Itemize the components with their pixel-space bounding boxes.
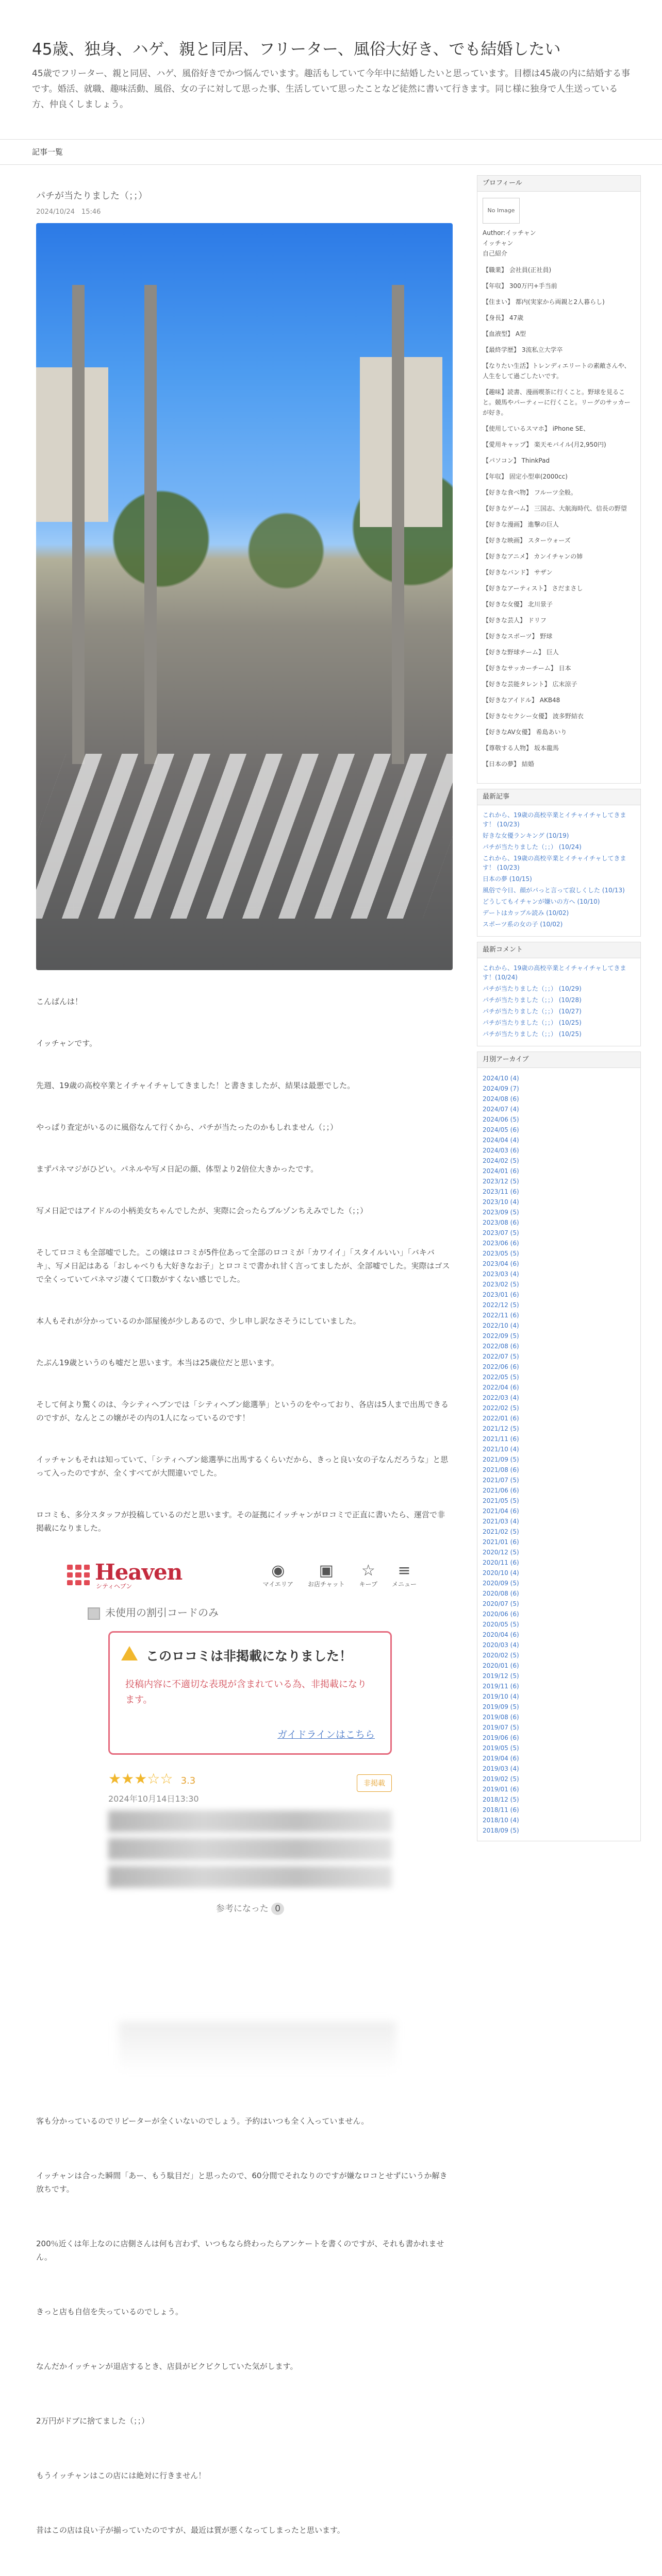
profile-line: 【好きなAV女優】 希島あいり xyxy=(483,728,567,736)
paragraph: イッチャンは合った瞬間「あー、もう駄目だ」と思ったので、60分間でそれなりのですが嫌なロコとせずにいうか解き放ちです。 xyxy=(36,2171,448,2194)
profile-line: 【パソコン】 ThinkPad xyxy=(483,457,550,464)
menu-icon[interactable]: ≡ メニュー xyxy=(391,1562,417,1588)
hidden-badge: 非掲載 xyxy=(357,1774,392,1792)
archive-link[interactable]: 2024/09 (7) xyxy=(483,1085,519,1092)
author-name: イッチャン xyxy=(483,240,514,247)
archive-link[interactable]: 2021/06 (6) xyxy=(483,1487,519,1494)
paragraph: 写メ日記ではアイドルの小柄美女ちゃんでしたが、実際に会ったらブルゾンちえみでした（；；） xyxy=(36,1206,368,1215)
archive-link[interactable]: 2022/08 (6) xyxy=(483,1343,519,1350)
profile-line: 【職業】 会社員(正社員) xyxy=(483,266,552,274)
archive-link[interactable]: 2019/01 (6) xyxy=(483,1786,519,1793)
profile-line: 【好きな食べ物】 フルーツ全般。 xyxy=(483,489,577,496)
heaven-logo-sub: シティヘブン xyxy=(96,1583,133,1590)
main-content xyxy=(21,175,467,2576)
my-area-icon[interactable]: ◉ マイエリア xyxy=(262,1562,293,1588)
street-photo xyxy=(36,223,453,970)
guideline-link[interactable]: ガイドラインはこちら xyxy=(277,1728,375,1740)
archive-link[interactable]: 2024/02 (5) xyxy=(483,1157,519,1164)
archive-link[interactable]: 2020/07 (5) xyxy=(483,1600,519,1607)
post-title[interactable]: パチが当たりました（；；） xyxy=(36,191,147,201)
paragraph: 200％近くは年上なのに店側さんは何も言わず、いつもなら終わったらアンケートを書くのですが、それも書かれません。 xyxy=(36,2239,444,2262)
recent-comments-heading: 最新コメント xyxy=(477,942,641,958)
archive-link[interactable]: 2019/06 (6) xyxy=(483,1734,519,1741)
recent-article-link[interactable]: どうしてもイチャンが嫌いの方へ (10/10) xyxy=(483,898,600,905)
archive-link[interactable]: 2022/11 (6) xyxy=(483,1312,519,1319)
hidden-review-alert xyxy=(108,1631,392,1755)
archive-link[interactable]: 2019/11 (6) xyxy=(483,1683,519,1690)
cityheaven-screenshot xyxy=(36,1553,453,2094)
profile-line: 【最終学歴】 3流私立大学卒 xyxy=(483,346,563,353)
self-intro-label: 自己紹介 xyxy=(483,250,508,257)
author-line: Author:イッチャン xyxy=(483,229,536,236)
comment-link[interactable]: パチが当たりました（；；） (10/29) xyxy=(483,985,582,992)
archive-link[interactable]: 2020/02 (5) xyxy=(483,1652,519,1659)
alert-title: このロコミは非掲載になりました！ xyxy=(146,1648,353,1664)
paragraph: なんだかイッチャンが退店するとき、店員がビクビクしていた気がします。 xyxy=(36,2362,298,2371)
archive-link[interactable]: 2018/10 (4) xyxy=(483,1817,519,1824)
profile-line: 【愛用キャップ】 楽天モバイル(月2,950円) xyxy=(483,441,606,448)
profile-line: 【好きなバンド】 サザン xyxy=(483,569,553,576)
archive-link[interactable]: 2021/01 (6) xyxy=(483,1538,519,1546)
archive-link[interactable]: 2021/08 (6) xyxy=(483,1466,519,1473)
profile-line: 【趣味】読書、漫画喫茶に行くこと。野球を見ること。競馬やパーティーに行くこと。リーグのサッカーが好き。 xyxy=(483,388,631,416)
recent-article-link[interactable]: 風俗で今日、顔がパっと言って寂しくした (10/13) xyxy=(483,887,625,894)
recent-article-link[interactable]: スポーツ系の女の子 (10/02) xyxy=(483,921,563,928)
archive-link[interactable]: 2019/03 (4) xyxy=(483,1765,519,1772)
archive-link[interactable]: 2022/10 (4) xyxy=(483,1322,519,1329)
warning-icon xyxy=(121,1646,138,1660)
profile-line: 【なりたい生活】トレンディエリートの素敵さんや、人生をして過ごしたいです。 xyxy=(483,362,631,380)
site-description: 45歳でフリーター、親と同居、ハゲ、風俗好きでかつ悩んでいます。趣活もしていて今年中に結婚したいと思っています。目標は45歳の内に結婚する事です。婚活、就職、趣味活動、風俗、女の子に対して思った事、生活していて思ったことなど徒然に書いて行きます。同じ様に独身で人生送っている方、仲良くしましょう。 xyxy=(32,69,630,110)
helpful-button[interactable]: 参考になった 0 xyxy=(108,1901,392,1914)
recent-articles-heading: 最新記事 xyxy=(477,789,641,805)
grid-menu-icon[interactable] xyxy=(67,1565,90,1585)
archive-link[interactable]: 2020/09 (5) xyxy=(483,1580,519,1587)
archive-link[interactable]: 2022/02 (5) xyxy=(483,1404,519,1412)
paragraph: 本人もそれが分かっているのか部屋後が少しあるので、少し申し訳なさそうにしていました。 xyxy=(36,1316,361,1326)
rating-stars: ★★★☆☆ xyxy=(108,1770,173,1787)
archive-link[interactable]: 2021/11 (6) xyxy=(483,1435,519,1443)
profile-line: 【好きなスポーツ】 野球 xyxy=(483,633,553,640)
paragraph: まずパネマジがひどい。パネルや写メ日記の顔、体型より2倍位大きかったです。 xyxy=(36,1164,319,1174)
crosswalk xyxy=(36,754,453,919)
blurred-area xyxy=(119,2022,396,2073)
profile-line: 【年収】 300万円+手当前 xyxy=(483,282,557,290)
article-list-link[interactable]: 記事一覧 xyxy=(32,147,63,157)
archive-link[interactable]: 2023/11 (6) xyxy=(483,1188,519,1195)
comment-link[interactable]: パチが当たりました（；；） (10/28) xyxy=(483,996,582,1004)
archive-link[interactable]: 2021/05 (5) xyxy=(483,1497,519,1504)
archive-link[interactable]: 2022/12 (5) xyxy=(483,1301,519,1309)
paragraph: 客も分かっているのでリピーターが全くいないのでしょう。予約はいつも全く入っていません。 xyxy=(36,2116,369,2126)
profile-line: 【好きな女優】 北川景子 xyxy=(483,601,553,608)
archive-link[interactable]: 2022/06 (6) xyxy=(483,1363,519,1370)
blurred-review-text xyxy=(108,1810,392,1832)
archive-link[interactable]: 2022/05 (5) xyxy=(483,1374,519,1381)
archive-link[interactable]: 2023/07 (5) xyxy=(483,1229,519,1236)
recent-article-link[interactable]: 好きな女優ランキング (10/19) xyxy=(483,832,569,839)
archive-link[interactable]: 2021/10 (4) xyxy=(483,1446,519,1453)
paragraph: そしてロコミも全部嘘でした。この嬢はロコミが5件位あって全部のロコミが「カワイイ」「スタイルいい」「バキバキ」、写メ日記はある「おしゃべりも大好きなお子」とロコミで書かれ甘く言ってましたが、全部嘘でした。実際はゴスで全くっていてパネマジ凄くて口数がすくない感じでした。 xyxy=(36,1248,450,1284)
archive-link[interactable]: 2021/07 (5) xyxy=(483,1477,519,1484)
archive-link[interactable]: 2023/09 (5) xyxy=(483,1209,519,1216)
comment-link[interactable]: パチが当たりました（；；） (10/25) xyxy=(483,1030,582,1038)
archive-link[interactable]: 2021/04 (6) xyxy=(483,1507,519,1515)
archive-link[interactable]: 2019/04 (6) xyxy=(483,1755,519,1762)
archive-link[interactable]: 2021/12 (5) xyxy=(483,1425,519,1432)
profile-line: 【好きなアーティスト】 さだまさし xyxy=(483,585,583,592)
archive-link[interactable]: 2019/05 (5) xyxy=(483,1744,519,1752)
archive-link[interactable]: 2020/06 (6) xyxy=(483,1611,519,1618)
unused-discount-checkbox[interactable]: 未使用の割引コードのみ xyxy=(88,1604,453,1620)
archive-link[interactable]: 2024/05 (6) xyxy=(483,1126,519,1133)
paragraph: こんばんは！ xyxy=(36,997,83,1006)
archive-link[interactable]: 2023/05 (5) xyxy=(483,1250,519,1257)
archive-link[interactable]: 2023/03 (4) xyxy=(483,1270,519,1278)
recent-articles-widget xyxy=(477,805,641,937)
cityheaven-icons xyxy=(263,1562,417,1588)
archive-link[interactable]: 2019/10 (4) xyxy=(483,1693,519,1700)
archive-link[interactable]: 2020/01 (6) xyxy=(483,1662,519,1669)
paragraph: きっと店も自信を失っているのでしょう。 xyxy=(36,2307,184,2316)
article-body-continued xyxy=(36,2114,451,2576)
archive-link[interactable]: 2023/01 (6) xyxy=(483,1291,519,1298)
blurred-review-text xyxy=(108,1838,392,1860)
archive-link[interactable]: 2023/06 (6) xyxy=(483,1240,519,1247)
archive-link[interactable]: 2019/08 (6) xyxy=(483,1714,519,1721)
archive-link[interactable]: 2019/02 (5) xyxy=(483,1775,519,1783)
sidebar xyxy=(477,175,641,1841)
profile-line: 【年収】 固定小型車(2000cc) xyxy=(483,473,568,480)
archive-link[interactable]: 2021/03 (4) xyxy=(483,1518,519,1525)
archive-link[interactable]: 2020/03 (4) xyxy=(483,1641,519,1649)
paragraph: 先週、19歳の高校卒業とイチャイチャしてきました！と書きましたが、結果は最悪でした。 xyxy=(36,1081,355,1090)
archive-link[interactable]: 2022/09 (5) xyxy=(483,1332,519,1340)
paragraph: イッチャンです。 xyxy=(36,1039,97,1048)
utility-pole xyxy=(144,285,157,764)
review-date: 2024年10月14日13:30 xyxy=(108,1793,199,1804)
archive-link[interactable]: 2024/07 (4) xyxy=(483,1106,519,1113)
archive-link[interactable]: 2022/03 (4) xyxy=(483,1394,519,1401)
archive-link[interactable]: 2018/09 (5) xyxy=(483,1827,519,1834)
profile-line: 【好きなゲーム】 三国志、大航海時代、信長の野望 xyxy=(483,505,627,512)
archive-link[interactable]: 2023/10 (4) xyxy=(483,1198,519,1206)
profile-line: 【使用しているスマホ】 iPhone SE、 xyxy=(483,425,590,432)
site-title[interactable]: 45歳、独身、ハゲ、親と同居、フリーター、風俗大好き、でも結婚したい xyxy=(32,40,561,59)
recent-article-link[interactable]: 日本の夢 (10/15) xyxy=(483,875,532,883)
archive-link[interactable]: 2021/09 (5) xyxy=(483,1456,519,1463)
archive-link[interactable]: 2024/10 (4) xyxy=(483,1075,519,1082)
paragraph: 昔はこの店は良い子が揃っていたのですが、最近は質が悪くなってしまったと思います。 xyxy=(36,2526,345,2535)
archive-link[interactable]: 2019/12 (5) xyxy=(483,1672,519,1680)
profile-line: 【好きなアイドル】 AKB48 xyxy=(483,697,560,704)
post-date: 2024/10/24 15:46 xyxy=(36,208,101,216)
review-card xyxy=(108,1770,392,1914)
archive-link[interactable]: 2019/07 (5) xyxy=(483,1724,519,1731)
cityheaven-topbar xyxy=(36,1553,453,1597)
profile-line: 【好きな漫画】 進撃の巨人 xyxy=(483,521,559,528)
archive-link[interactable]: 2024/03 (6) xyxy=(483,1147,519,1154)
paragraph: イッチャンもそれは知っていて、「シティヘブン総選挙に出馬するくらいだから、きっと良い女の子なんだろうな」と思って入ったのですが、全くすべてが大間違いでした。 xyxy=(36,1455,449,1478)
site-header xyxy=(0,0,662,139)
profile-line: 【日本の夢】 結婚 xyxy=(483,760,534,768)
archive-link[interactable]: 2020/11 (6) xyxy=(483,1559,519,1566)
profile-line: 【好きな芸人】 ドリフ xyxy=(483,617,547,624)
chat-icon[interactable]: ▣ お店チャット xyxy=(307,1562,345,1588)
star-icon[interactable]: ☆ キープ xyxy=(359,1562,377,1588)
archive-link[interactable]: 2020/08 (6) xyxy=(483,1590,519,1597)
archive-widget xyxy=(477,1068,641,1841)
archive-link[interactable]: 2022/01 (6) xyxy=(483,1415,519,1422)
paragraph: もうイッチャンはこの店には絶対に行きません！ xyxy=(36,2471,206,2480)
heaven-logo[interactable]: Heaven xyxy=(95,1560,183,1585)
profile-line: 【好きな芸能タレント】 広末涼子 xyxy=(483,681,577,688)
profile-heading: プロフィール xyxy=(477,175,641,192)
utility-pole xyxy=(72,285,85,764)
archive-link[interactable]: 2018/12 (5) xyxy=(483,1796,519,1803)
archive-link[interactable]: 2019/09 (5) xyxy=(483,1703,519,1710)
alert-message: 投稿内容に不適切な表現が含まれている為、非掲載になります。 xyxy=(125,1679,367,1705)
top-navigation xyxy=(0,139,662,165)
profile-line: 【血液型】 A型 xyxy=(483,330,526,337)
profile-line: 【好きなセクシー女優】 波多野結衣 xyxy=(483,713,584,720)
comment-link[interactable]: パチが当たりました（；；） (10/25) xyxy=(483,1019,582,1026)
archive-link[interactable]: 2020/05 (5) xyxy=(483,1621,519,1628)
profile-line: 【好きな野球チーム】 巨人 xyxy=(483,649,559,656)
no-image-placeholder: No Image xyxy=(483,198,520,224)
recent-article-link[interactable]: パチが当たりました（；；） (10/24) xyxy=(483,843,582,851)
paragraph: やっぱり査定がいるのに風俗なんて行くから、パチが当たったのかもしれません（；；） xyxy=(36,1123,338,1132)
archive-link[interactable]: 2022/07 (5) xyxy=(483,1353,519,1360)
paragraph: 2万円がドブに捨てました（；；） xyxy=(36,2416,150,2426)
profile-line: 【好きなアニメ】 カンイチャンの姉 xyxy=(483,553,583,560)
profile-line: 【好きな映画】 スターウォーズ xyxy=(483,537,571,544)
comment-link[interactable]: これから、19歳の高校卒業とイチャイチャしてきます！(10/24) xyxy=(483,964,626,981)
archive-link[interactable]: 2024/08 (6) xyxy=(483,1095,519,1103)
archive-link[interactable]: 2024/06 (5) xyxy=(483,1116,519,1123)
archive-link[interactable]: 2023/12 (5) xyxy=(483,1178,519,1185)
comment-link[interactable]: パチが当たりました（；；） (10/27) xyxy=(483,1008,582,1015)
archive-heading: 月別アーカイブ xyxy=(477,1052,641,1068)
article xyxy=(21,175,467,2576)
rating-score: 3.3 xyxy=(180,1775,196,1786)
profile-line: 【好きなサッカーチーム】 日本 xyxy=(483,665,571,672)
blurred-review-text xyxy=(108,1866,392,1888)
archive-link[interactable]: 2024/04 (4) xyxy=(483,1137,519,1144)
paragraph: ロコミも、多分スタッフが投稿しているのだと思います。その証拠にイッチャンがロコミで正直に書いたら、運営で非掲載になりました。 xyxy=(36,1510,445,1533)
archive-link[interactable]: 2021/02 (5) xyxy=(483,1528,519,1535)
archive-link[interactable]: 2020/12 (5) xyxy=(483,1549,519,1556)
archive-link[interactable]: 2024/01 (6) xyxy=(483,1167,519,1175)
profile-line: 【住まい】 都内(実家から両親と2人暮らし) xyxy=(483,298,605,306)
recent-article-link[interactable]: これから、19歳の高校卒業とイチャイチャしてきます！ (10/23) xyxy=(483,855,626,871)
recent-comments-widget xyxy=(477,958,641,1046)
utility-pole xyxy=(392,285,404,764)
archive-link[interactable]: 2023/02 (5) xyxy=(483,1281,519,1288)
profile-widget xyxy=(477,192,641,784)
recent-article-link[interactable]: これから、19歳の高校卒業とイチャイチャしてきます！ (10/23) xyxy=(483,811,626,828)
profile-line: 【尊敬する人物】 坂本龍馬 xyxy=(483,744,559,752)
archive-link[interactable]: 2020/04 (6) xyxy=(483,1631,519,1638)
article-body xyxy=(36,995,451,1535)
archive-link[interactable]: 2020/10 (4) xyxy=(483,1569,519,1577)
archive-link[interactable]: 2023/04 (6) xyxy=(483,1260,519,1267)
archive-link[interactable]: 2023/08 (6) xyxy=(483,1219,519,1226)
archive-link[interactable]: 2022/04 (6) xyxy=(483,1384,519,1391)
profile-line: 【身長】 47歳 xyxy=(483,314,524,321)
paragraph: そして何より驚くのは、今シティヘブンでは「シティヘブン総選挙」というのをやっており、各店は5人まで出馬できるのですが、なんとこの嬢がその内の1人になっているのです！ xyxy=(36,1400,449,1422)
paragraph: たぶん19歳というのも嘘だと思います。本当は25歳位だと思います。 xyxy=(36,1358,279,1367)
recent-article-link[interactable]: デートはカップル読み (10/02) xyxy=(483,909,569,917)
archive-link[interactable]: 2018/11 (6) xyxy=(483,1806,519,1814)
